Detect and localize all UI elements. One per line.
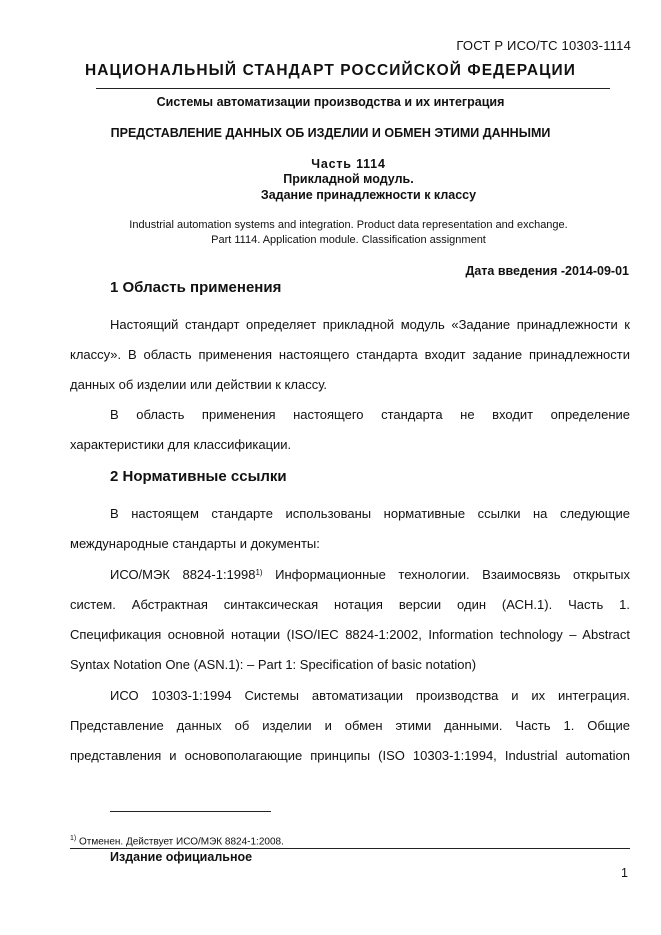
- text-line: систем. Абстрактная синтаксическая нотация версии один (АСН.1). Часть 1.: [70, 597, 630, 612]
- text-line: данных об изделии или действии к классу.: [70, 377, 328, 392]
- footnote-marker: 1): [70, 835, 77, 842]
- edition-label: Издание официальное: [110, 850, 253, 864]
- text-line: характеристики для классификации.: [70, 437, 292, 452]
- systems-title: Системы автоматизации производства и их интеграция: [156, 95, 505, 109]
- section1-paragraph1: [70, 310, 630, 400]
- text-line: Настоящий стандарт определяет прикладной модуль «Задание принадлежности к: [110, 317, 630, 332]
- introduction-date: Дата введения -2014-09-01: [465, 264, 629, 278]
- footnote: [70, 835, 284, 847]
- text-line: Спецификация основной нотации (ISO/IEC 8824-1:2002, Information technology – Abstract: [70, 627, 630, 642]
- section2-paragraph1: [70, 499, 630, 559]
- part-assignment: Задание принадлежности к классу: [260, 188, 477, 202]
- reference-title: Информационные технологии. Взаимосвязь открытых: [262, 567, 630, 582]
- document-title: ПРЕДСТАВЛЕНИЕ ДАННЫХ ОБ ИЗДЕЛИИ И ОБМЕН ЭТИМИ ДАННЫМИ: [110, 126, 551, 140]
- reference-code: ИСО/МЭК 8824-1:1998: [110, 567, 256, 582]
- reference-iso-10303-1: [70, 681, 630, 771]
- bottom-divider: [70, 848, 630, 849]
- text-line: представления и основополагающие принципы (ISO 10303-1:1994, Industrial automation: [70, 748, 630, 763]
- document-code: ГОСТ Р ИСО/ТС 10303-1114: [456, 38, 631, 53]
- english-title-line1: Industrial automation systems and integration. Product data representation and exchange.: [129, 219, 568, 231]
- top-divider: [96, 88, 610, 89]
- text-line: В настоящем стандарте использованы нормативные ссылки на следующие: [110, 506, 630, 521]
- text-line: ИСО 10303-1:1994 Системы автоматизации производства и их интеграция.: [110, 688, 630, 703]
- text-line: классу». В область применения настоящего стандарта входит задание принадлежности: [70, 347, 630, 362]
- text-line: Представление данных об изделии и обмен этими данными. Часть 1. Общие: [70, 718, 630, 733]
- section2-heading: 2 Нормативные ссылки: [110, 468, 287, 485]
- reference-iso-iec-8824: [70, 560, 630, 680]
- footnote-text: Отменен. Действует ИСО/МЭК 8824-1:2008.: [76, 836, 284, 848]
- section1-paragraph2: [70, 400, 630, 460]
- text-line: В область применения настоящего стандарта не входит определение: [110, 407, 630, 422]
- part-module: Прикладной модуль.: [283, 172, 414, 186]
- text-line: [70, 560, 630, 590]
- text-line: международные стандарты и документы:: [70, 536, 320, 551]
- page-number: 1: [621, 866, 628, 880]
- section1-heading: 1 Область применения: [110, 279, 282, 296]
- part-number: Часть 1114: [311, 157, 386, 171]
- english-title-line2: Part 1114. Application module. Classification assignment: [211, 234, 486, 246]
- footnote-marker[interactable]: 1): [255, 568, 263, 577]
- text-line: Syntax Notation One (ASN.1): – Part 1: Specification of basic notation): [70, 657, 477, 672]
- national-standard-title: НАЦИОНАЛЬНЫЙ СТАНДАРТ РОССИЙСКОЙ ФЕДЕРАЦИИ: [84, 62, 577, 79]
- footnote-separator: [110, 811, 271, 812]
